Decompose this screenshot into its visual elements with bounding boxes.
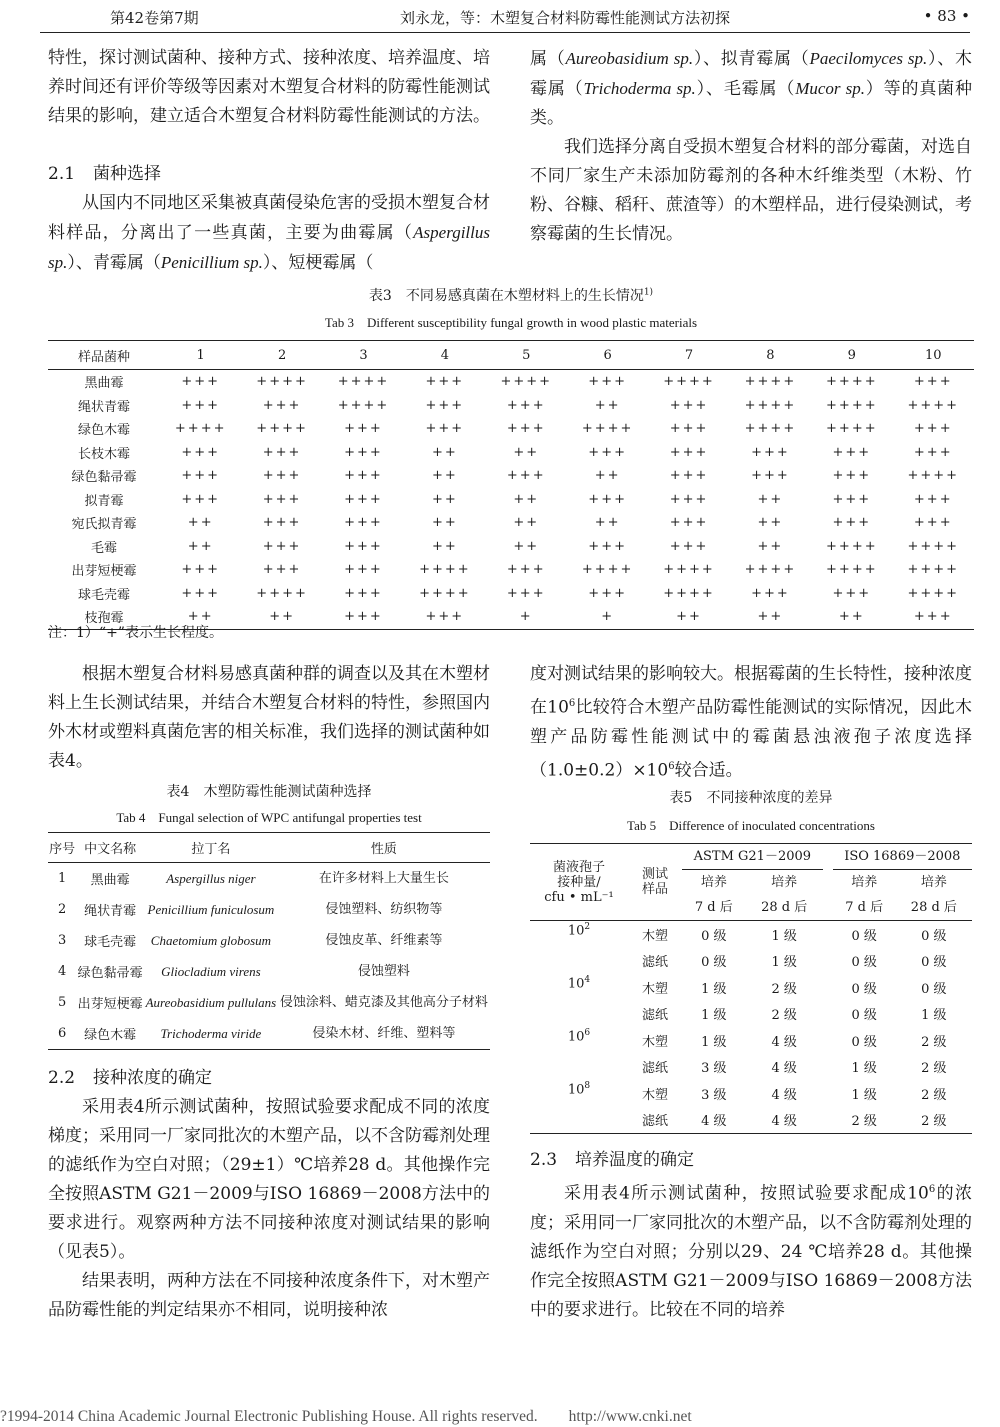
growth-cell: +++ xyxy=(181,585,221,601)
section-2-1-paragraph-1: 从国内不同地区采集被真菌侵染危害的受损木塑复合材料样品，分离出了一些真菌，主要为曲霉属（Aspergillus sp.）、青霉属（Penicillium sp.）、短梗霉属（ xyxy=(48,193,490,273)
spacer-cell xyxy=(823,974,833,1001)
spacer-cell xyxy=(823,921,833,948)
index-cell: 6 xyxy=(58,1026,67,1041)
intro-paragraph: 特性，探讨测试菌种、接种方式、接种浓度、培养温度、培养时间还有评价等级等因素对木塑复合材料的防霉性能测试结果的影响，建立适合木塑复合材料防霉性能测试的方法。 xyxy=(48,48,490,126)
grade-cell: 0 级 xyxy=(921,955,947,971)
growth-cell: ++++ xyxy=(907,468,960,484)
table-3-header-cell: 样品菌种 xyxy=(48,341,160,370)
index-cell: 5 xyxy=(58,995,67,1010)
table-3-header-cell: 2 xyxy=(241,341,322,370)
growth-cell: ++++ xyxy=(826,374,878,390)
growth-cell: +++ xyxy=(262,538,302,554)
latin-name-cell: Aspergillus niger xyxy=(166,870,256,886)
table-row xyxy=(48,464,974,488)
growth-cell: ++ xyxy=(431,468,458,484)
growth-cell: ++++ xyxy=(663,374,715,390)
table-3-header-cell: 7 xyxy=(648,341,729,370)
growth-cell: +++ xyxy=(344,609,383,625)
growth-cell: ++++ xyxy=(826,421,878,437)
sample-cell: 滤纸 xyxy=(641,1114,668,1130)
growth-cell: +++ xyxy=(913,421,953,437)
table-3-note: 注：1）“+”表示生长程度。 xyxy=(48,625,223,641)
grade-cell: 1 级 xyxy=(921,1008,947,1024)
growth-cell: +++ xyxy=(506,397,546,413)
growth-cell: +++ xyxy=(262,491,302,507)
growth-cell: +++ xyxy=(588,538,627,554)
growth-cell: ++ xyxy=(676,609,702,625)
table-row xyxy=(48,394,974,418)
growth-cell: +++ xyxy=(344,468,383,484)
growth-cell: ++ xyxy=(757,538,784,554)
growth-cell: ++++ xyxy=(337,397,390,413)
growth-cell: + xyxy=(601,609,615,625)
grade-cell: 2 级 xyxy=(771,1008,797,1024)
growth-cell: ++++ xyxy=(581,421,634,437)
running-header xyxy=(40,0,970,33)
table-5-caption-en: Tab 5 Difference of inoculated concentrations xyxy=(627,818,875,833)
section-2-2-paragraph-1: 采用表4所示测试菌种，按照试验要求配成不同的浓度梯度；采用同一厂家同批次的木塑产品，以不含防霉剂处理的滤纸作为空白对照；（29±1）℃培养28 d。其他操作完全按照ASTM G21－2009与ISO 16869－2008方法中的要求进行。观察两种方法不同接种浓度对测试结果的影响（见表5）。 结果表明，两种方法在不同接种浓度条件下，对木塑产品防霉性能的判定结果亦不相同，说明接种浓 xyxy=(48,1097,490,1320)
concentration-cell: $10^8$ xyxy=(567,1081,591,1098)
latin-name-cell: Aureobasidium pullulans xyxy=(145,994,277,1010)
fungus-name-cell: 黑曲霉 xyxy=(84,376,124,392)
section-2-3-paragraph-1: 采用表4所示测试菌种，按照试验要求配成$10^6$的浓度；采用同一厂家同批次的木塑产品，以不含防霉剂处理的滤纸作为空白对照；分别以29、24 ℃培养28 d。其他操作完全按照ASTM G21－2009与ISO 16869－2008方法中的要求进行。比较在不同的培养 xyxy=(530,1183,972,1320)
grade-cell: 2 级 xyxy=(771,981,797,997)
growth-cell: ++++ xyxy=(663,585,715,601)
growth-cell: +++ xyxy=(181,562,221,578)
sample-cell: 木塑 xyxy=(641,928,668,944)
growth-cell: ++++ xyxy=(663,562,715,578)
growth-cell: ++ xyxy=(513,444,540,460)
property-cell: 侵蚀塑料、纺织物等 xyxy=(325,902,443,917)
table-4-header-cell: 序号 xyxy=(48,833,76,863)
grade-cell: 3 级 xyxy=(701,1087,727,1103)
table-row xyxy=(48,535,974,559)
growth-cell: ++++ xyxy=(337,374,390,390)
table-3-caption-en: Tab 3 Different susceptibility fungal growth in wood plastic materials xyxy=(324,315,698,330)
table-4-caption-cn: 表4 木塑防霉性能测试菌种选择 xyxy=(166,784,372,800)
latin-name-cell: Chaetomium globosum xyxy=(150,932,272,948)
table-5-caption-cn: 表5 不同接种浓度的差异 xyxy=(669,790,833,806)
table-4-header-cell: 中文名称 xyxy=(76,833,144,863)
grade-cell: 1 级 xyxy=(851,1061,877,1077)
copyright-footer: ?1994-2014 China Academic Journal Electronic Publishing House. All rights reserved. http://www.cnki.net xyxy=(0,1408,692,1425)
grade-cell: 2 级 xyxy=(851,1114,877,1130)
growth-cell: +++ xyxy=(344,515,383,531)
grade-cell: 2 级 xyxy=(921,1034,947,1050)
journal-volume: 第42卷第7期 xyxy=(110,9,199,27)
growth-cell: ++ xyxy=(431,538,458,554)
growth-cell: ++ xyxy=(187,609,214,625)
growth-cell: ++ xyxy=(431,444,458,460)
table-3-header-cell: 10 xyxy=(893,341,974,370)
grade-cell: 0 级 xyxy=(921,928,947,944)
fungus-name-cell: 拟青霉 xyxy=(84,493,124,509)
growth-cell: +++ xyxy=(832,468,872,484)
growth-cell: ++++ xyxy=(256,585,308,601)
chinese-name-cell: 绳状青霉 xyxy=(84,904,137,919)
growth-cell: +++ xyxy=(913,491,953,507)
growth-cell: +++ xyxy=(181,397,221,413)
growth-cell: +++ xyxy=(262,397,302,413)
growth-cell: +++ xyxy=(832,444,872,460)
growth-cell: ++ xyxy=(187,515,214,531)
growth-cell: ++++ xyxy=(907,585,960,601)
index-cell: 3 xyxy=(58,933,67,948)
growth-cell: +++ xyxy=(181,468,221,484)
sample-cell: 木塑 xyxy=(641,1034,668,1050)
grade-cell: 2 级 xyxy=(921,1114,947,1130)
table-4 xyxy=(48,832,490,1050)
fungus-name-cell: 宛氏拟青霉 xyxy=(71,517,137,533)
table-row xyxy=(530,1080,972,1107)
growth-cell: +++ xyxy=(506,468,546,484)
table-row xyxy=(530,974,972,1001)
property-cell: 侵蚀塑料 xyxy=(357,964,410,979)
section-2-1-paragraph-2: 我们选择分离自受损木塑复合材料的部分霉菌，对选自不同厂家生产未添加防霉剂的各种木纤维类型（木粉、竹粉、谷糠、稻秆、蔗渣等）的木塑样品，进行侵染测试，考察霉菌的生长情况。 xyxy=(530,137,972,244)
growth-cell: +++ xyxy=(669,397,709,413)
growth-cell: ++++ xyxy=(744,374,797,390)
growth-cell: ++++ xyxy=(256,421,308,437)
growth-cell: +++ xyxy=(344,444,383,460)
growth-cell: ++++ xyxy=(826,538,878,554)
fungus-name-cell: 长枝木霉 xyxy=(77,446,130,462)
table-3 xyxy=(48,340,974,630)
growth-cell: +++ xyxy=(506,585,546,601)
table-row xyxy=(48,511,974,535)
growth-cell: ++ xyxy=(594,468,621,484)
growth-cell: + xyxy=(519,609,533,625)
running-title: 刘永龙，等：木塑复合材料防霉性能测试方法初探 xyxy=(400,9,731,27)
grade-cell: 0 级 xyxy=(921,981,947,997)
table-row xyxy=(530,921,972,948)
growth-cell: ++++ xyxy=(174,421,227,437)
growth-cell: ++++ xyxy=(744,562,797,578)
growth-cell: ++ xyxy=(431,515,458,531)
grade-cell: 2 级 xyxy=(921,1087,947,1103)
growth-cell: ++ xyxy=(513,491,540,507)
growth-cell: ++++ xyxy=(256,374,308,390)
growth-cell: +++ xyxy=(751,468,790,484)
grade-cell: 1 级 xyxy=(701,1008,727,1024)
growth-cell: ++++ xyxy=(907,397,960,413)
spacer-cell xyxy=(823,1001,833,1028)
table-4-intro-paragraph: 根据木塑复合材料易感真菌种群的调查以及其在木塑材料上生长测试结果，并结合木塑复合材料的特性，参照国内外木材或塑料真菌危害的相关标准，我们选择的测试菌种如表4。 xyxy=(48,664,490,771)
growth-cell: ++ xyxy=(757,491,784,507)
latin-name-cell: Gliocladium virens xyxy=(161,963,261,979)
growth-cell: ++ xyxy=(838,609,865,625)
fungus-name-cell: 绿色黏帚霉 xyxy=(71,470,137,486)
section-2-1-paragraph-1-cont: 属（Aureobasidium sp.）、拟青霉属（Paecilomyces sp.）、木霉属（Trichoderma sp.）、毛霉属（Mucor sp.）等的真菌种类。 我们选择分离自受损木塑复合材料的部分霉菌，对选自不同厂家生产未添加防霉剂的各种木纤维类型（木粉、竹粉、谷糠、稻秆、蔗渣等）的木塑样品，进行侵染测试，考察霉菌的生长情况。 xyxy=(530,44,972,249)
table-row xyxy=(48,863,490,895)
section-2-2-paragraph-2-cont: 度对测试结果的影响较大。根据霉菌的生长特性，接种浓度在$10^6$比较符合木塑产品防霉性能测试的实际情况，因此木塑产品防霉性能测试中的霉菌悬浊液孢子浓度选择$(1.0\pm 0.2)\times 10^6$较合适。 xyxy=(530,664,972,781)
property-cell: 在许多材料上大量生长 xyxy=(318,871,449,886)
sample-cell: 木塑 xyxy=(641,1087,668,1103)
spacer-cell xyxy=(823,1080,833,1107)
growth-cell: ++++ xyxy=(907,538,960,554)
table-row xyxy=(48,894,490,925)
table-3-header-cell: 8 xyxy=(730,341,811,370)
table-4-header-cell: 拉丁名 xyxy=(144,833,278,863)
chinese-name-cell: 黑曲霉 xyxy=(90,873,130,888)
table-row xyxy=(48,417,974,441)
growth-cell: +++ xyxy=(425,374,465,390)
growth-cell: +++ xyxy=(425,609,465,625)
chinese-name-cell: 球毛壳霉 xyxy=(84,935,137,950)
growth-cell: +++ xyxy=(669,538,709,554)
table-4-caption-en: Tab 4 Fungal selection of WPC antifungal properties test xyxy=(116,810,422,825)
fungus-name-cell: 球毛壳霉 xyxy=(77,587,130,603)
growth-cell: +++ xyxy=(344,585,383,601)
latin-name-cell: Trichoderma viride xyxy=(160,1025,262,1041)
grade-cell: 1 级 xyxy=(771,928,797,944)
table-row xyxy=(530,1027,972,1054)
growth-cell: ++++ xyxy=(744,421,797,437)
growth-cell: +++ xyxy=(181,374,221,390)
page-number: • 83 • xyxy=(923,7,970,25)
sample-cell: 滤纸 xyxy=(641,1061,668,1077)
growth-cell: +++ xyxy=(181,444,221,460)
growth-cell: ++++ xyxy=(419,585,471,601)
fungus-name-cell: 绿色木霉 xyxy=(77,423,130,439)
table-row xyxy=(48,956,490,987)
latin-name-cell: Penicillium funiculosum xyxy=(147,901,275,917)
growth-cell: +++ xyxy=(913,374,953,390)
grade-cell: 1 级 xyxy=(851,1087,877,1103)
growth-cell: +++ xyxy=(425,397,465,413)
chinese-name-cell: 绿色黏帚霉 xyxy=(77,966,143,981)
section-2-2-heading: 2.2 接种浓度的确定 xyxy=(48,1068,213,1088)
table-row xyxy=(48,582,974,606)
sample-cell: 滤纸 xyxy=(641,1008,668,1024)
table-3-header-cell: 6 xyxy=(567,341,648,370)
table-5: 菌液孢子 接种量/ cfu • mL⁻¹ 测试 样品 ASTM G21－2009 ISO 16869－2008 培养 培养 培养 培养 7 d 后 28 d 后 7 d 后 28 d 后 $10^2$ 木塑 0 级 1 级 0 级 0 级 滤纸 0 级 1 级 0 级 0 级 $10^4$ 木塑 1 级 2 级 0 级 0 级 滤纸 1 级 2 级 0 级 1 级 $10^6$ 木塑 1 级 4 级 0 级 2 级 滤纸 3 级 4 级 1 级 2 级 $10^8$ 木塑 3 级 4 级 1 级 2 级 滤纸 4 级 4 级 2 级 2 级 xyxy=(530,843,972,1134)
table-row xyxy=(48,925,490,956)
spacer-cell xyxy=(823,1107,833,1134)
growth-cell: ++++ xyxy=(826,562,878,578)
grade-cell: 4 级 xyxy=(771,1061,797,1077)
growth-cell: ++++ xyxy=(581,562,634,578)
grade-cell: 1 级 xyxy=(771,955,797,971)
growth-cell: +++ xyxy=(669,444,709,460)
growth-cell: +++ xyxy=(669,491,709,507)
chinese-name-cell: 出芽短梗霉 xyxy=(77,997,143,1012)
table-row xyxy=(48,370,974,394)
index-cell: 1 xyxy=(58,871,67,886)
growth-cell: ++ xyxy=(269,609,295,625)
section-2-3-heading: 2.3 培养温度的确定 xyxy=(530,1150,695,1170)
table-row xyxy=(48,987,490,1018)
growth-cell: +++ xyxy=(262,444,302,460)
growth-cell: +++ xyxy=(669,468,709,484)
growth-cell: +++ xyxy=(344,538,383,554)
grade-cell: 1 级 xyxy=(701,981,727,997)
table-row xyxy=(48,441,974,465)
fungus-name-cell: 绳状青霉 xyxy=(77,399,130,415)
table-3-header-cell: 3 xyxy=(323,341,404,370)
growth-cell: +++ xyxy=(669,421,709,437)
table-row xyxy=(48,558,974,582)
growth-cell: +++ xyxy=(262,515,302,531)
growth-cell: +++ xyxy=(181,491,221,507)
grade-cell: 4 级 xyxy=(771,1114,797,1130)
index-cell: 4 xyxy=(58,964,67,979)
concentration-cell: $10^2$ xyxy=(567,922,591,939)
grade-cell: 0 级 xyxy=(851,928,877,944)
growth-cell: +++ xyxy=(262,562,302,578)
growth-cell: +++ xyxy=(913,515,953,531)
grade-cell: 1 级 xyxy=(701,1034,727,1050)
property-cell: 侵染木材、纤维、塑料等 xyxy=(312,1026,456,1041)
growth-cell: +++ xyxy=(588,444,627,460)
growth-cell: ++++ xyxy=(500,374,553,390)
sample-cell: 滤纸 xyxy=(641,955,668,971)
sample-cell: 木塑 xyxy=(641,981,668,997)
growth-cell: +++ xyxy=(751,444,790,460)
grade-cell: 4 级 xyxy=(701,1114,727,1130)
property-cell: 侵蚀涂料、蜡克漆及其他高分子材料 xyxy=(279,995,488,1010)
growth-cell: +++ xyxy=(832,585,872,601)
fungus-name-cell: 毛霉 xyxy=(90,540,117,556)
growth-cell: ++++ xyxy=(419,562,471,578)
grade-cell: 0 级 xyxy=(701,955,727,971)
growth-cell: +++ xyxy=(751,585,790,601)
growth-cell: ++ xyxy=(513,515,540,531)
growth-cell: +++ xyxy=(344,491,383,507)
table-3-caption-cn: 表3 不同易感真菌在木塑材料上的生长情况$^{1)}$ xyxy=(368,287,654,304)
growth-cell: +++ xyxy=(588,374,627,390)
section-2-1-heading: 2.1 菌种选择 xyxy=(48,164,162,184)
table-4-header-cell: 性质 xyxy=(278,833,490,863)
grade-cell: 0 级 xyxy=(851,1008,877,1024)
growth-cell: ++ xyxy=(513,538,540,554)
concentration-cell: $10^4$ xyxy=(567,975,591,992)
grade-cell: 0 级 xyxy=(851,1034,877,1050)
concentration-cell: $10^6$ xyxy=(567,1028,591,1045)
growth-cell: ++ xyxy=(431,491,458,507)
grade-cell: 2 级 xyxy=(921,1061,947,1077)
growth-cell: +++ xyxy=(588,491,627,507)
growth-cell: ++ xyxy=(594,397,621,413)
growth-cell: +++ xyxy=(506,421,546,437)
spacer-cell xyxy=(823,1054,833,1081)
grade-cell: 0 级 xyxy=(701,928,727,944)
growth-cell: +++ xyxy=(506,562,546,578)
growth-cell: +++ xyxy=(832,515,872,531)
property-cell: 侵蚀皮革、纤维素等 xyxy=(325,933,443,948)
growth-cell: +++ xyxy=(913,609,953,625)
growth-cell: ++++ xyxy=(907,562,960,578)
table-3-header-cell: 1 xyxy=(160,341,241,370)
table-3-header-cell: 5 xyxy=(486,341,567,370)
growth-cell: +++ xyxy=(832,491,872,507)
growth-cell: +++ xyxy=(588,585,627,601)
growth-cell: ++ xyxy=(757,515,784,531)
grade-cell: 4 级 xyxy=(771,1034,797,1050)
spacer-cell xyxy=(823,1027,833,1054)
table-3-header-cell: 4 xyxy=(404,341,485,370)
growth-cell: ++++ xyxy=(826,397,878,413)
fungus-name-cell: 枝孢霉 xyxy=(84,611,124,627)
table-row xyxy=(48,1018,490,1050)
growth-cell: +++ xyxy=(262,468,302,484)
chinese-name-cell: 绿色木霉 xyxy=(84,1028,137,1043)
growth-cell: +++ xyxy=(425,421,465,437)
fungus-name-cell: 出芽短梗霉 xyxy=(71,564,137,580)
growth-cell: ++ xyxy=(757,609,784,625)
grade-cell: 0 级 xyxy=(851,955,877,971)
grade-cell: 0 级 xyxy=(851,981,877,997)
table-3-header-cell: 9 xyxy=(811,341,892,370)
grade-cell: 3 级 xyxy=(701,1061,727,1077)
growth-cell: ++ xyxy=(187,538,214,554)
growth-cell: +++ xyxy=(344,421,383,437)
grade-cell: 4 级 xyxy=(771,1087,797,1103)
growth-cell: ++ xyxy=(594,515,621,531)
index-cell: 2 xyxy=(58,902,67,917)
table-row xyxy=(48,488,974,512)
growth-cell: +++ xyxy=(913,444,953,460)
growth-cell: +++ xyxy=(344,562,383,578)
growth-cell: +++ xyxy=(669,515,709,531)
spacer-cell xyxy=(823,948,833,975)
growth-cell: ++++ xyxy=(744,397,797,413)
